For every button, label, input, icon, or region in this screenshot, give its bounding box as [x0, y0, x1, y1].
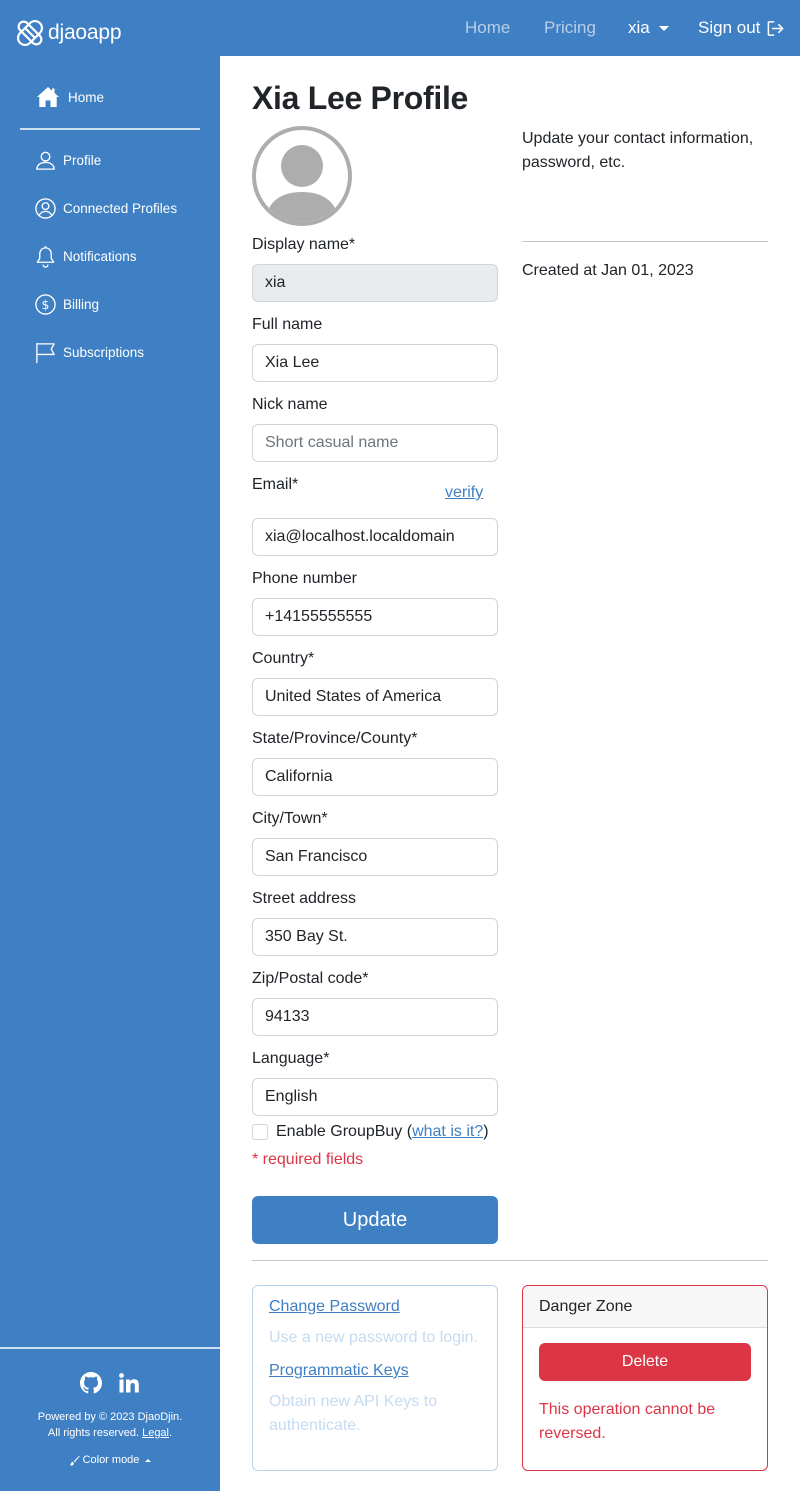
- sign-out-icon: [766, 19, 785, 38]
- rights-text: All rights reserved.: [47, 1427, 140, 1439]
- sidebar-item-label: Connected Profiles: [63, 201, 178, 216]
- groupbuy-checkbox[interactable]: [252, 1124, 268, 1140]
- country-select[interactable]: United States of America: [252, 678, 498, 716]
- page-title: Xia Lee Profile: [252, 80, 469, 116]
- social-links: [80, 1372, 140, 1394]
- default-avatar-icon: [256, 130, 348, 222]
- svg-text:$: $: [41, 296, 50, 312]
- groupbuy-label-post: ): [483, 1123, 489, 1140]
- groupbuy-label-pre: Enable GroupBuy (: [276, 1123, 413, 1140]
- programmatic-keys-link[interactable]: Programmatic Keys: [269, 1362, 409, 1379]
- full-name-label: Full name: [252, 316, 323, 333]
- created-date: Created at Jan 01, 2023: [522, 262, 694, 279]
- sidebar-footer-divider: [0, 1347, 220, 1349]
- state-field[interactable]: California: [252, 758, 498, 796]
- section-divider: [522, 241, 768, 242]
- sidebar-item-label: Notifications: [63, 249, 137, 264]
- legal-link[interactable]: Legal: [142, 1427, 169, 1439]
- user-menu-dropdown[interactable]: [628, 18, 669, 38]
- color-mode-toggle[interactable]: [0, 1454, 220, 1466]
- state-label: State/Province/County*: [252, 730, 418, 747]
- brand-name: djaoapp: [48, 21, 122, 44]
- main-divider: [252, 1260, 768, 1261]
- language-select[interactable]: English: [252, 1078, 498, 1116]
- person-circle-icon: [34, 197, 57, 220]
- email-field[interactable]: xia@localhost.localdomain: [252, 518, 498, 556]
- nav-pricing-link[interactable]: Pricing: [544, 18, 596, 37]
- groupbuy-option: [252, 1123, 489, 1141]
- required-fields-note: * required fields: [252, 1151, 364, 1168]
- caret-up-icon: [145, 1459, 151, 1462]
- avatar[interactable]: [252, 126, 352, 226]
- change-password-description: Use a new password to login.: [269, 1329, 478, 1346]
- programmatic-keys-description: Obtain new API Keys to authenticate.: [269, 1393, 438, 1434]
- nick-name-field[interactable]: Short casual name: [252, 424, 498, 462]
- legal-period: .: [169, 1427, 173, 1439]
- groupbuy-help-link[interactable]: what is it?: [412, 1123, 484, 1140]
- display-name-field: xia: [252, 264, 498, 302]
- verify-email-link[interactable]: verify: [445, 484, 484, 501]
- sign-out-link[interactable]: [698, 18, 785, 38]
- city-field[interactable]: San Francisco: [252, 838, 498, 876]
- house-icon: [36, 86, 60, 108]
- page-description: Update your contact information, password, etc.: [522, 130, 754, 171]
- street-label: Street address: [252, 890, 357, 907]
- sidebar-item-billing[interactable]: [34, 293, 99, 316]
- linkedin-icon[interactable]: [118, 1372, 140, 1394]
- sidebar-item-connected-profiles[interactable]: [34, 197, 177, 220]
- phone-field[interactable]: +14155555555: [252, 598, 498, 636]
- sidebar-item-notifications[interactable]: [34, 245, 137, 268]
- sidebar-item-home[interactable]: [36, 86, 104, 108]
- powered-by-text: [0, 1409, 220, 1441]
- account-links-card: [252, 1285, 498, 1471]
- full-name-field[interactable]: Xia Lee: [252, 344, 498, 382]
- sidebar-item-label: Billing: [63, 297, 100, 312]
- color-mode-label: Color mode: [82, 1454, 140, 1466]
- danger-zone-header: Danger Zone: [523, 1286, 767, 1328]
- zip-label: Zip/Postal code*: [252, 970, 369, 987]
- street-field[interactable]: 350 Bay St.: [252, 918, 498, 956]
- sidebar-item-label: Profile: [63, 153, 102, 168]
- github-icon[interactable]: [80, 1372, 102, 1394]
- change-password-link[interactable]: Change Password: [269, 1298, 400, 1315]
- powered-line-1: Powered by © 2023 DjaoDjin.: [37, 1411, 183, 1423]
- update-button[interactable]: Update: [252, 1196, 498, 1244]
- sidebar: [0, 56, 220, 1491]
- flag-icon: [34, 341, 57, 364]
- sidebar-item-profile[interactable]: [34, 149, 101, 172]
- nav-home-link[interactable]: Home: [465, 18, 511, 37]
- sign-out-label: Sign out: [698, 18, 761, 37]
- brush-icon: [69, 1455, 80, 1466]
- bell-icon: [34, 245, 57, 268]
- country-label: Country*: [252, 650, 315, 667]
- person-icon: [34, 149, 57, 172]
- brand-logo-link[interactable]: [14, 17, 121, 49]
- sidebar-item-label: Home: [68, 89, 105, 105]
- delete-warning: This operation cannot be reversed.: [539, 1401, 716, 1442]
- sidebar-item-subscriptions[interactable]: [34, 341, 144, 364]
- phone-label: Phone number: [252, 570, 357, 587]
- user-menu-label: xia: [628, 18, 650, 37]
- top-navbar: [0, 0, 800, 56]
- email-label: Email*: [252, 476, 299, 493]
- sidebar-divider: [20, 128, 200, 130]
- sidebar-item-label: Subscriptions: [63, 345, 145, 360]
- danger-zone-card: [522, 1285, 768, 1471]
- powered-line-2: [0, 1425, 220, 1441]
- dollar-circle-icon: [34, 293, 57, 316]
- zip-field[interactable]: 94133: [252, 998, 498, 1036]
- language-label: Language*: [252, 1050, 330, 1067]
- djaoapp-logo-icon: [14, 17, 46, 49]
- delete-account-button[interactable]: Delete: [539, 1343, 751, 1381]
- city-label: City/Town*: [252, 810, 328, 827]
- nick-name-label: Nick name: [252, 396, 328, 413]
- display-name-label: Display name*: [252, 236, 356, 253]
- caret-down-icon: [659, 26, 669, 31]
